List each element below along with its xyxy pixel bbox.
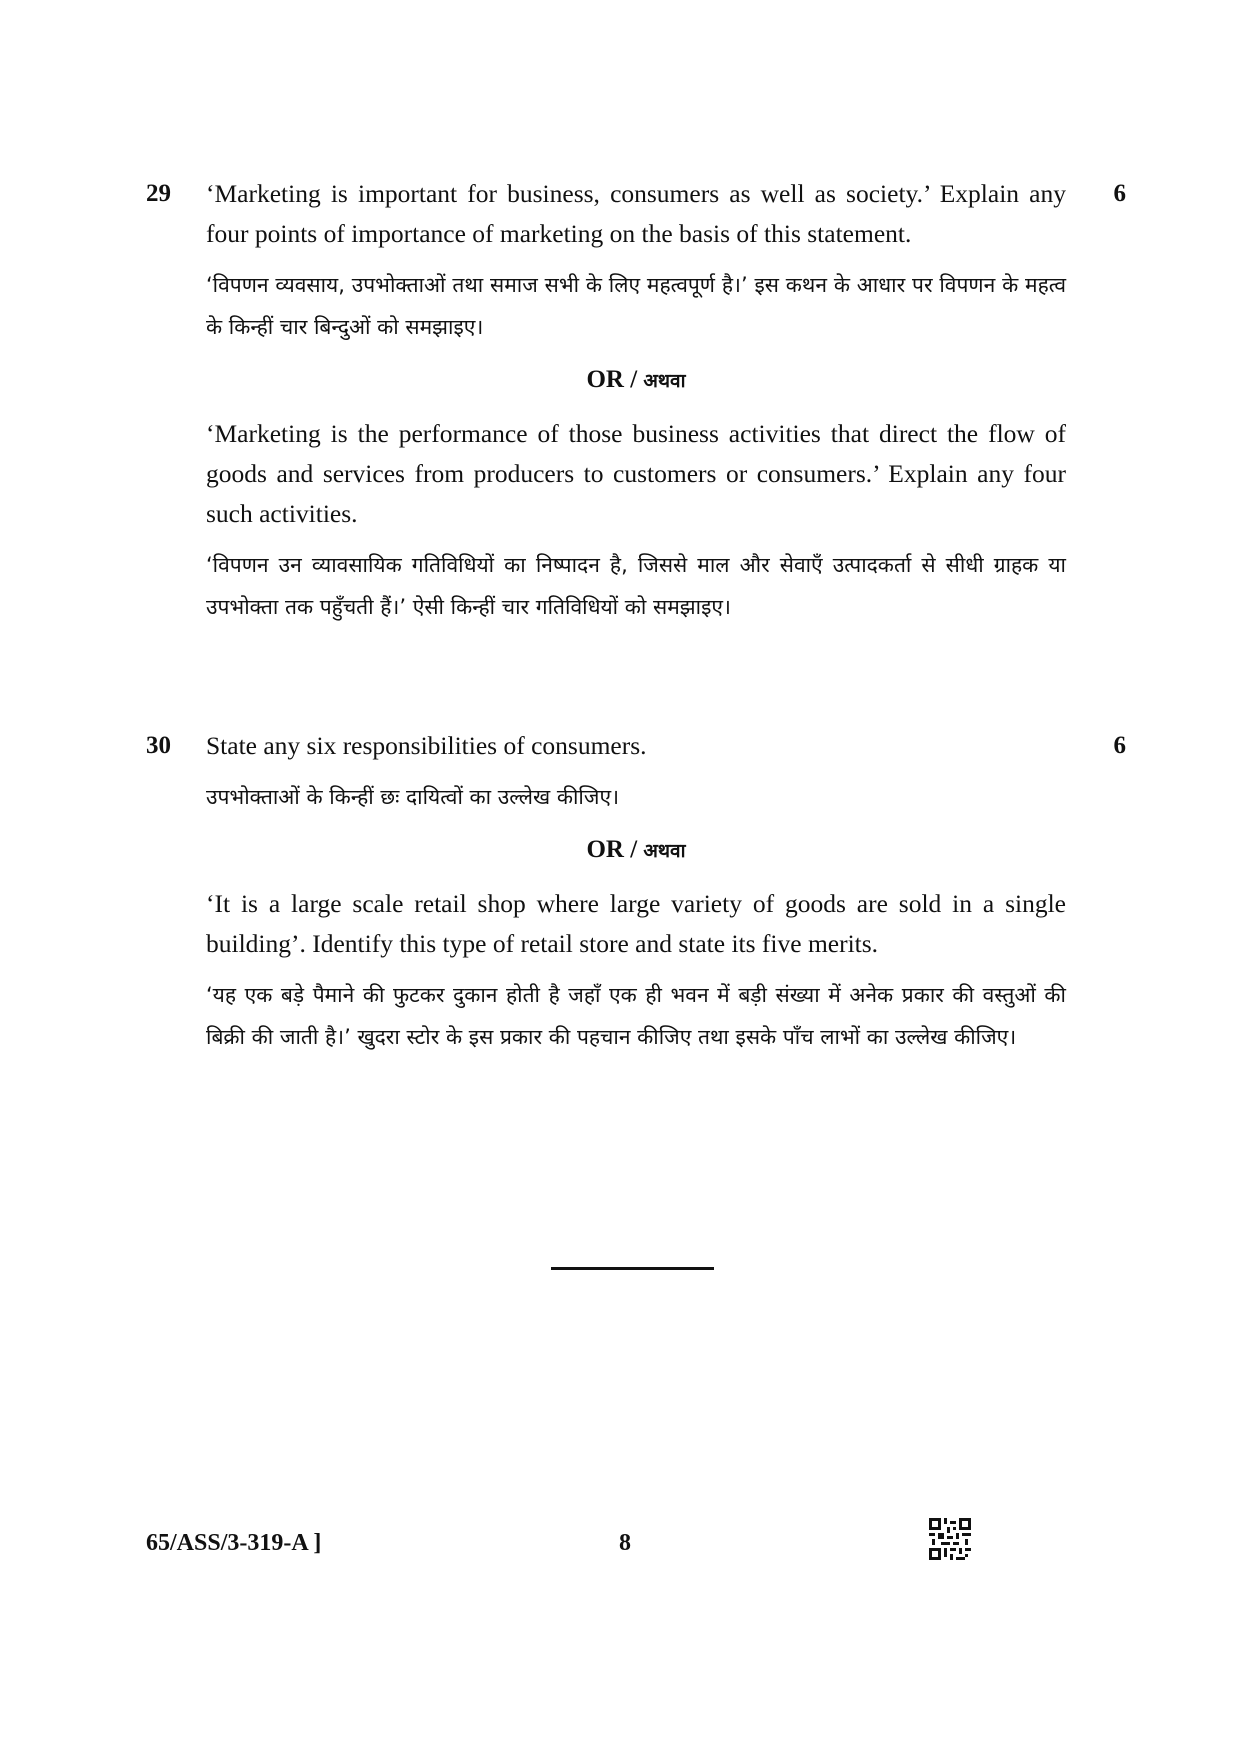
or-separator [206, 360, 1066, 402]
question-marks: 6 [1113, 732, 1126, 759]
page-number: 8 [619, 1530, 631, 1556]
question-text-hindi: ‘विपणन व्यवसाय, उपभोक्ताओं तथा समाज सभी के लिए महत्वपूर्ण है।’ इस कथन के आधार पर विपणन के महत्व के किन्हीं चार बिन्दुओं को समझाइए। [206, 273, 1066, 339]
alternative-question-text-english: ‘Marketing is the performance of those business activities that direct the flow of goods and services from producers to customers or consumers.’ Explain any four such activities. [206, 419, 1066, 528]
question-number: 30 [146, 732, 171, 759]
question-text-english: ‘Marketing is important for business, consumers as well as society.’ Explain any four points of importance of marketing on the basis of this statement. [206, 179, 1066, 248]
or-label-english: OR [586, 836, 624, 863]
question-text-english: State any six responsibilities of consumers. [206, 731, 647, 760]
question-text-hindi: उपभोक्ताओं के किन्हीं छः दायित्वों का उल्लेख कीजिए। [206, 785, 620, 809]
or-slash: / [623, 836, 644, 863]
alternative-question-text-english: ‘It is a large scale retail shop where large variety of goods are sold in a single building’. Identify this type of retail store and state its five merits. [206, 889, 1066, 958]
question-marks: 6 [1113, 180, 1126, 207]
or-label-hindi: अथवा [643, 840, 686, 862]
question-30 [146, 726, 1126, 1058]
or-separator [206, 830, 1066, 872]
or-label-hindi: अथवा [643, 370, 686, 392]
question-body [206, 726, 1066, 1058]
qr-code-icon [929, 1518, 971, 1560]
or-slash: / [623, 366, 644, 393]
alternative-question-text-hindi: ‘यह एक बड़े पैमाने की फुटकर दुकान होती है जहाँ एक ही भवन में बड़ी संख्या में अनेक प्रकार की वस्तुओं की बिक्री की जाती है।’ खुदरा स्टोर के इस प्रकार की पहचान कीजिए तथा इसके पाँच लाभों का उल्लेख कीजिए। [206, 983, 1066, 1049]
question-number: 29 [146, 180, 171, 207]
question-body [206, 174, 1066, 628]
question-29 [146, 174, 1126, 628]
alternative-question-text-hindi: ‘विपणन उन व्यावसायिक गतिविधियों का निष्पादन है, जिससे माल और सेवाएँ उत्पादकर्ता से सीधी ग्राहक या उपभोक्ता तक पहुँचती हैं।’ ऐसी किन्हीं चार गतिविधियों को समझाइए। [206, 553, 1066, 619]
or-label-english: OR [586, 366, 624, 393]
paper-code: 65/ASS/3-319-A ] [146, 1530, 322, 1556]
end-of-paper-rule [551, 1267, 714, 1270]
